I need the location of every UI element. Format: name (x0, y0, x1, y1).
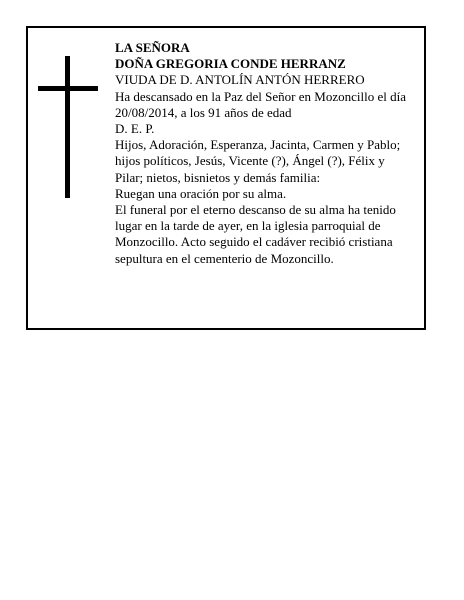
cross-vertical-bar (65, 56, 70, 198)
dep-line: D. E. P. (115, 121, 155, 137)
deceased-name: DOÑA GREGORIA CONDE HERRANZ (115, 56, 346, 72)
funeral-line: El funeral por el eterno descanso de su alma ha tenido lugar en la tarde de ayer, en la iglesia parroquial de Monzocillo. Acto seguido el cadáver recibió cristiana sepultura en el cementerio de Mozoncillo. (115, 202, 396, 266)
death-line: Ha descansado en la Paz del Señor en Mozoncillo el día 20/08/2014, a los 91 años de edad (115, 88, 406, 120)
latin-cross-icon (38, 56, 98, 198)
notice-text (115, 40, 415, 267)
obituary-notice (26, 26, 426, 330)
cross-horizontal-bar (38, 86, 98, 91)
notice-title: LA SEÑORA (115, 40, 190, 55)
widow-line: VIUDA DE D. ANTOLÍN ANTÓN HERRERO (115, 72, 365, 88)
request-line: Ruegan una oración por su alma. (115, 185, 287, 201)
family-line: Hijos, Adoración, Esperanza, Jacinta, Carmen y Pablo; hijos políticos, Jesús, Vicente (?), Ángel (?), Félix y Pilar; nietos, bisnietos y demás familia: (115, 137, 401, 185)
